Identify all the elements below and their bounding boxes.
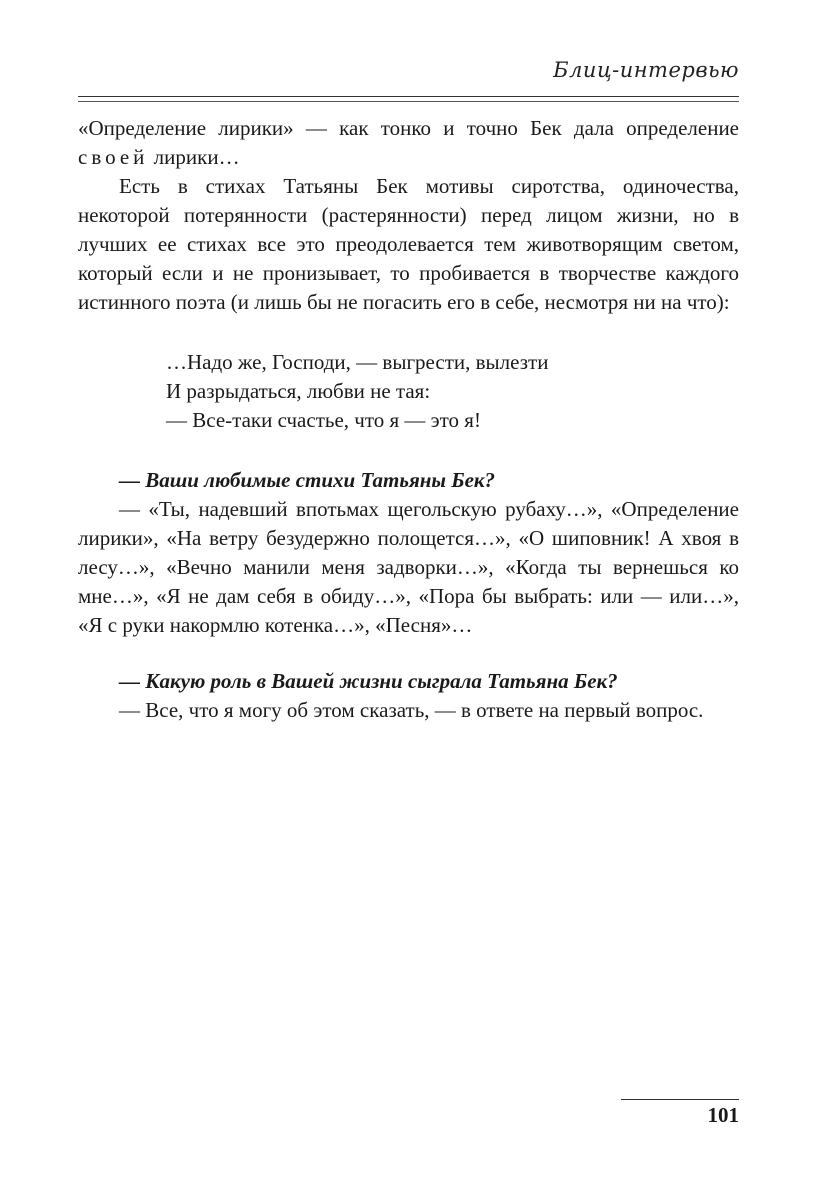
paragraph-1 xyxy=(78,114,739,172)
question-1: — Ваши любимые стихи Татьяны Бек? xyxy=(119,468,496,492)
poem-line-3: — Все-таки счастье, что я — это я! xyxy=(166,408,481,432)
spaced-emphasis: своей xyxy=(78,145,149,169)
poem-line-1: …Надо же, Господи, — выгрести, вылезти xyxy=(166,350,549,374)
question-2: — Какую роль в Вашей жизни сыграла Татьяна Бек? xyxy=(119,669,618,693)
header-rule-thin xyxy=(78,101,739,102)
paragraph-1-text-b: лирики… xyxy=(148,145,240,169)
page-number: 101 xyxy=(707,1103,739,1127)
paragraph-1-text-a: «Определение лирики» — как тонко и точно Бек дала определение xyxy=(78,116,739,140)
text-body xyxy=(78,114,739,725)
poem-quote xyxy=(166,348,739,435)
answer-2: — Все, что я могу об этом сказать, — в ответе на первый вопрос. xyxy=(119,698,704,722)
paragraph-2: Есть в стихах Татьяны Бек мотивы сиротства, одиночества, некоторой потерянности (растерянности) перед лицом жизни, но в лучших ее стихах все это преодолевается тем животворящим светом, который если и не пронизывает, то пробивается в творчестве каждого истинного поэта (и лишь бы не погасить его в себе, несмотря ни на что): xyxy=(78,174,739,314)
poem-line-2: И разрыдаться, любви не тая: xyxy=(166,379,431,403)
running-head: Блиц-интервью xyxy=(553,58,739,82)
header-rule xyxy=(78,96,739,97)
footer-rule xyxy=(621,1099,739,1100)
answer-1: — «Ты, надевший впотьмах щегольскую рубаху…», «Определение лирики», «На ветру безудержно полощется…», «О шиповник! А хвоя в лесу…», «Вечно манили меня задворки…», «Когда ты вернешься ко мне…», «Я не дам себя в обиду…», «Пора бы выбрать: или — или…», «Я с руки накормлю котенка…», «Песня»… xyxy=(78,497,739,637)
